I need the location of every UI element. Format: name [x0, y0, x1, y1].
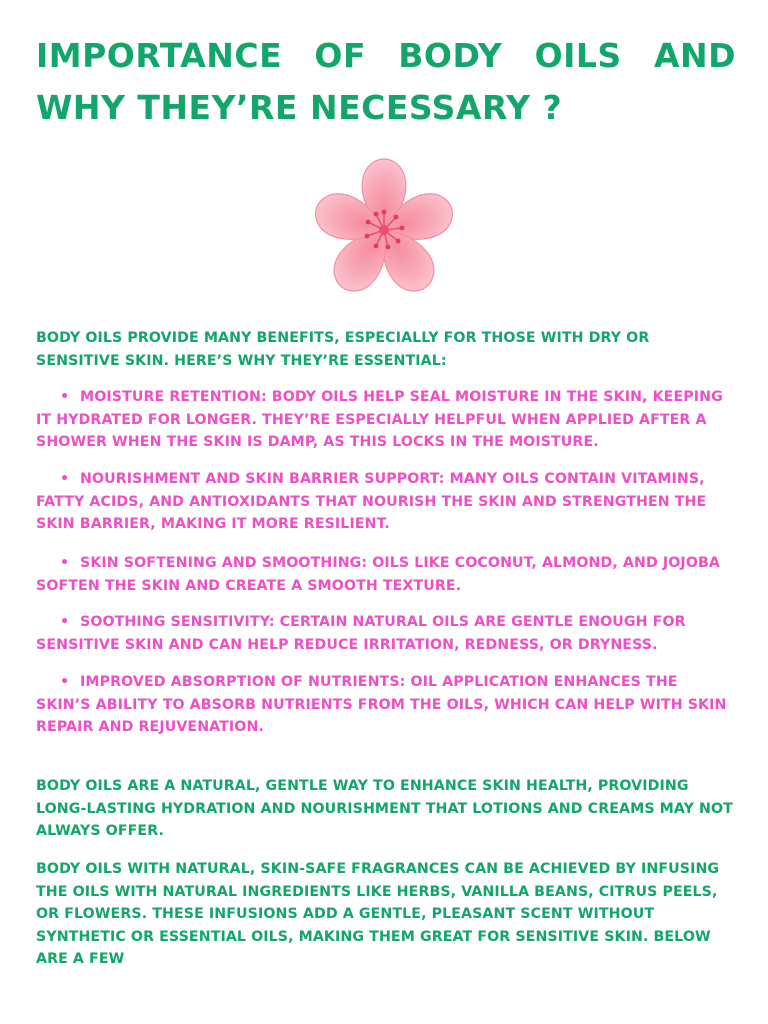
- page-title: IMPORTANCE OF BODY OILS AND WHY THEY’RE NECESSARY ?: [36, 36, 736, 127]
- bullet-text: SKIN SOFTENING AND SMOOTHING: OILS LIKE COCONUT, ALMOND, AND JOJOBA SOFTEN THE SKIN AND CREATE A SMOOTH TEXTURE.: [36, 555, 720, 594]
- bullet-text: MOISTURE RETENTION: BODY OILS HELP SEAL MOISTURE IN THE SKIN, KEEPING IT HYDRATED FOR LONGER. THEY’RE ESPECIALLY HELPFUL WHEN APPLIED AFTER A SHOWER WHEN THE SKIN IS DAMP, AS THIS LOCKS IN THE MOISTURE.: [36, 389, 723, 450]
- closing-paragraph: BODY OILS ARE A NATURAL, GENTLE WAY TO ENHANCE SKIN HEALTH, PROVIDING LONG-LASTING HYDRATION AND NOURISHMENT THAT LOTIONS AND CREAMS MAY NOT ALWAYS OFFER.: [36, 778, 733, 839]
- cherry-blossom-icon: [304, 152, 464, 298]
- bullet-marker: •: [60, 555, 70, 571]
- bullet-text: SOOTHING SENSITIVITY: CERTAIN NATURAL OILS ARE GENTLE ENOUGH FOR SENSITIVE SKIN AND CAN HELP REDUCE IRRITATION, REDNESS, OR DRYNESS.: [36, 614, 686, 653]
- bullet-marker: •: [60, 614, 70, 630]
- bullet-marker: •: [60, 471, 70, 487]
- flower-center: [379, 225, 389, 235]
- fragrance-paragraph: BODY OILS WITH NATURAL, SKIN-SAFE FRAGRANCES CAN BE ACHIEVED BY INFUSING THE OILS WITH NATURAL INGREDIENTS LIKE HERBS, VANILLA BEANS, CITRUS PEELS, OR FLOWERS. THESE INFUSIONS ADD A GENTLE, PLEASANT SCENT WITHOUT SYNTHETIC OR ESSENTIAL OILS, MAKING THEM GREAT FOR SENSITIVE SKIN. BELOW ARE A FEW: [36, 861, 720, 967]
- bullet-item: [36, 386, 736, 454]
- intro-paragraph: BODY OILS PROVIDE MANY BENEFITS, ESPECIALLY FOR THOSE WITH DRY OR SENSITIVE SKIN. HERE’S WHY THEY’RE ESSENTIAL:: [36, 330, 650, 369]
- bullet-item: [36, 611, 736, 656]
- bullet-text: IMPROVED ABSORPTION OF NUTRIENTS: OIL APPLICATION ENHANCES THE SKIN’S ABILITY TO ABSORB NUTRIENTS FROM THE OILS, WHICH CAN HELP WITH SKIN REPAIR AND REJUVENATION.: [36, 674, 727, 735]
- bullet-marker: •: [60, 674, 70, 690]
- bullet-marker: •: [60, 389, 70, 405]
- bullet-item: [36, 468, 736, 536]
- bullet-item: [36, 671, 736, 739]
- bullet-item: [36, 552, 736, 597]
- bullet-text: NOURISHMENT AND SKIN BARRIER SUPPORT: MANY OILS CONTAIN VITAMINS, FATTY ACIDS, AND ANTIOXIDANTS THAT NOURISH THE SKIN AND STRENGTHEN THE SKIN BARRIER, MAKING IT MORE RESILIENT.: [36, 471, 707, 532]
